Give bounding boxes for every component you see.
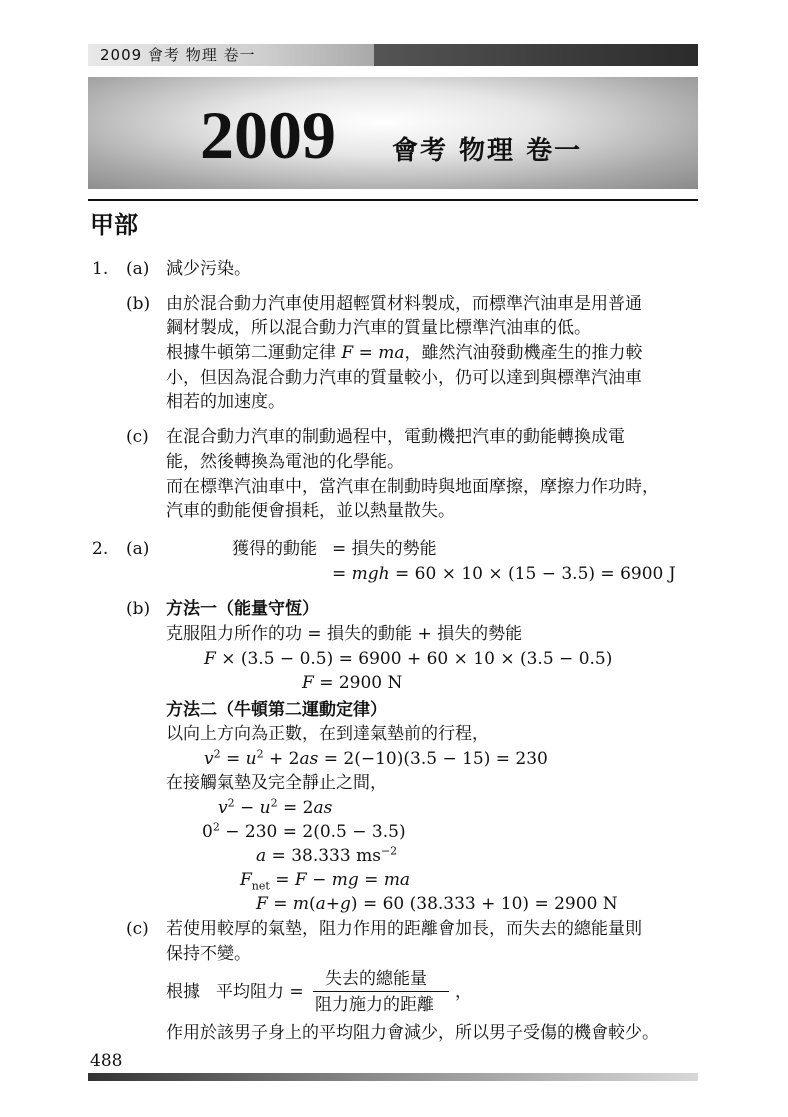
method2-eq1: $v^2 = u^2 + 2as = 2(-10)(3.5 - 15) = 230$ (204, 747, 548, 769)
q2a-eq2-rhs: = 60 × 10 × (15 − 3.5) = 6900 J (395, 564, 676, 584)
q1a-text: 減少污染。 (166, 259, 251, 279)
q1c-line4: 汽車的動能便會損耗，並以熱量散失。 (166, 501, 455, 521)
q2c-comma: ， (455, 982, 472, 1002)
q2c-line1: 若使用較厚的氣墊，阻力作用的距離會加長，而失去的總能量則 (166, 919, 642, 939)
q1b-line3-eq: F = ma (341, 343, 405, 363)
q2c-line3: 作用於該男子身上的平均阻力會減少，所以男子受傷的機會較少。 (166, 1023, 659, 1043)
method2-eq5: $F_{net} = F$ − mg = ma (240, 870, 411, 893)
banner-subtitle: 會考 物理 卷一 (392, 136, 583, 166)
method2-eq2: $v^2 - u^2 = 2as$ (218, 796, 333, 818)
header-bar-dark (374, 44, 698, 66)
q1b-line1: 由於混合動力汽車使用超輕質材料製成，而標準汽油車是用普通 (166, 294, 642, 314)
q1b-line4: 小，但因為混合動力汽車的質量較小，仍可以達到與標準汽油車 (166, 368, 642, 388)
q2c-label: (c) (126, 919, 149, 939)
method2-eq1-text: = 2(−10)(3.5 − 15) = 230 (323, 749, 548, 769)
q1b-line2: 鋼材製成，所以混合動力汽車的質量比標準汽油車的低。 (166, 318, 591, 338)
q1b-label: (b) (126, 294, 151, 314)
fraction-denominator: 阻力施力的距離 (315, 995, 434, 1015)
method1-line1: 克服阻力所作的功 = 損失的動能 + 損失的勢能 (166, 624, 523, 644)
q2a-label: (a) (126, 539, 150, 559)
title-banner (88, 77, 698, 189)
method2-eq3-rhs: = 2(0.5 − 3.5) (282, 822, 406, 842)
method2-line2: 在接觸氣墊及完全靜止之間， (166, 773, 387, 793)
q1b-line3-post: ，雖然汽油發動機產生的推力較 (404, 343, 643, 363)
running-title: 2009 會考 物理 卷一 (100, 46, 256, 64)
q1a-label: (a) (126, 259, 150, 279)
method1-eq1: F × (3.5 − 0.5) = 6900 + 60 × 10 × (3.5 − 0.5) (204, 649, 613, 669)
q2c-avg-force: 平均阻力 = (216, 982, 304, 1002)
method1-eq2: F = 2900 N (302, 673, 403, 693)
q1b-line5: 相若的加速度。 (166, 392, 285, 412)
q2c-according: 根據 (166, 982, 200, 1002)
banner-year: 2009 (200, 97, 336, 173)
q1b-line3 (166, 341, 643, 365)
method2-eq6-rhs: = 60 (38.333 + 10) = 2900 N (362, 894, 618, 914)
method1-eq2-text: = 2900 N (319, 673, 403, 693)
method2-eq4-rhs: = 38.333 ms (271, 846, 381, 866)
footer-bar (88, 1073, 698, 1081)
fraction-bar (313, 991, 449, 992)
q1b-line3-pre: 根據牛頓第二運動定律 (166, 343, 336, 363)
q2a-eq1-rhs: = 損失的勢能 (332, 539, 437, 559)
method2-eq5-sub: net (251, 879, 270, 893)
method1-eq1-text: × (3.5 − 0.5) = 6900 + 60 × 10 × (3.5 − 0.5) (221, 649, 613, 669)
method2-eq3: $0^2 - 230 = 2(0.5 - 3.5)$ (202, 820, 406, 842)
method2-title: 方法二（牛頓第二運動定律） (166, 700, 387, 720)
q2-number: 2. (92, 539, 109, 559)
q1c-label: (c) (126, 427, 149, 447)
method2-eq4: a = 38.333 $ms^{-2}$ (256, 844, 398, 866)
q1c-line2: 能，然後轉換為電池的化學能。 (166, 452, 404, 472)
method2-eq6: F = m(a+g) = 60 (38.333 + 10) = 2900 N (256, 894, 618, 914)
q2c-line2: 保持不變。 (166, 944, 251, 964)
page-number: 488 (90, 1051, 123, 1071)
q1-number: 1. (92, 259, 109, 279)
method1-title: 方法一（能量守恆） (166, 599, 319, 619)
section-title: 甲部 (90, 211, 138, 239)
banner-rule (88, 199, 698, 201)
q1c-line1: 在混合動力汽車的制動過程中，電動機把汽車的動能轉換成電 (166, 427, 625, 447)
q2a-eq1-lhs: 獲得的動能 (232, 539, 317, 559)
q2b-label: (b) (126, 599, 151, 619)
q1c-line3: 而在標準汽油車中，當汽車在制動時與地面摩擦，摩擦力作功時， (166, 477, 659, 497)
method2-line1: 以向上方向為正數，在到達氣墊前的行程， (166, 724, 489, 744)
q2a-eq2: = mgh = 60 × 10 × (15 − 3.5) = 6900 J (332, 564, 676, 584)
fraction-numerator: 失去的總能量 (325, 969, 427, 989)
